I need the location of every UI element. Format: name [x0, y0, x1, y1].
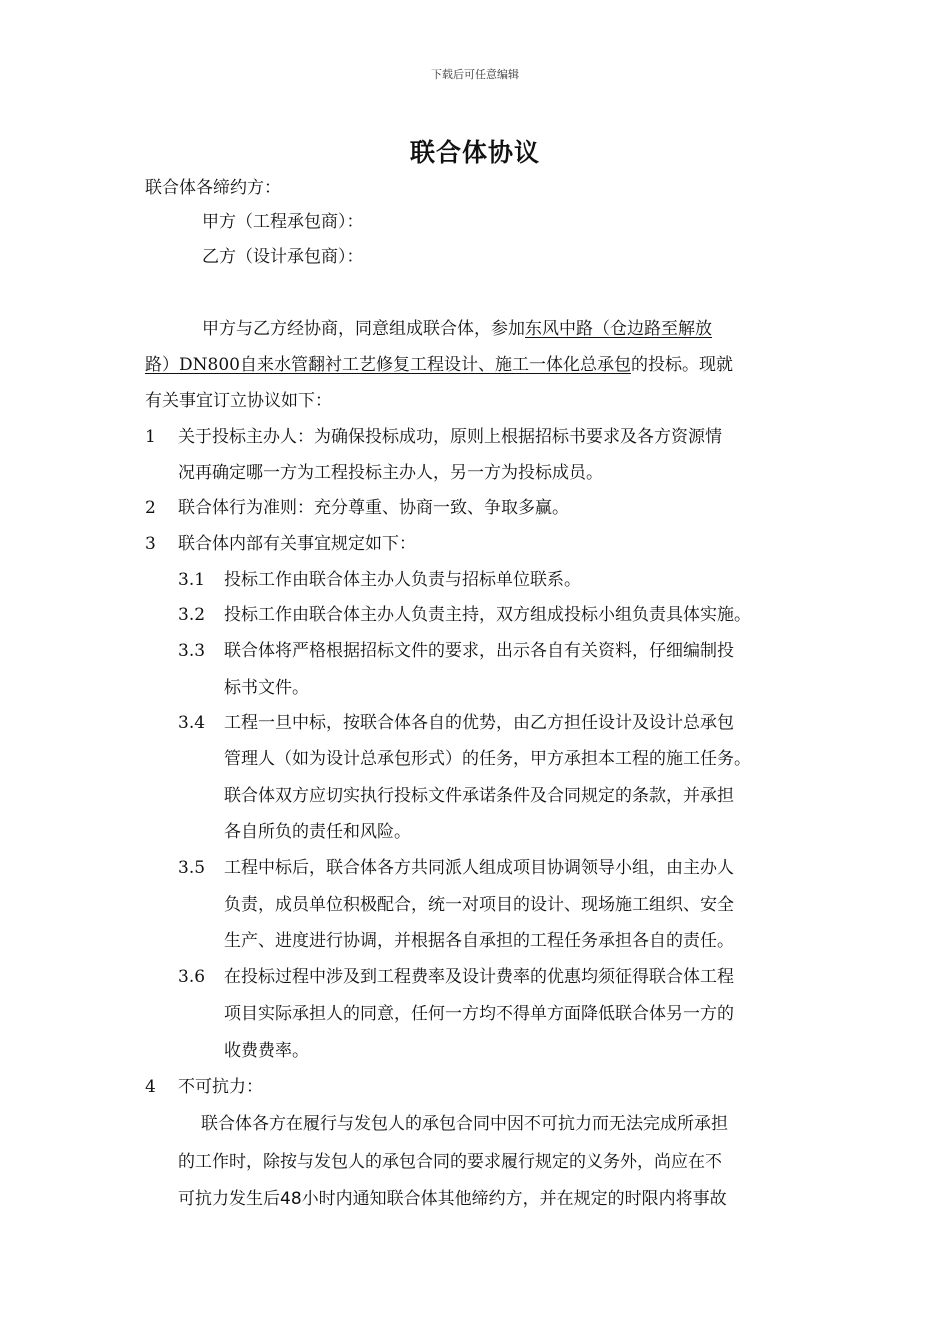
party-b-label: 乙方（设计承包商）：: [202, 247, 364, 267]
item-number-3: 3: [145, 534, 156, 554]
header-note: 下载后可任意编辑: [431, 68, 519, 81]
document-title: 联合体协议: [409, 138, 540, 167]
preamble-line-3: 有关事宜订立协议如下：: [145, 391, 332, 411]
item-4-text: 不可抗力：: [178, 1077, 263, 1097]
subitem-number-3-4: 3.4: [178, 713, 206, 733]
item-number-1: 1: [145, 427, 156, 447]
preamble-text: 的投标。现就: [630, 355, 733, 375]
force-majeure-paragraph: [178, 1188, 727, 1210]
project-name-part-1: 东风中路（仓边路至解放: [525, 319, 712, 339]
item-number-2: 2: [145, 498, 156, 518]
force-majeure-text: 小时内通知联合体其他缔约方，并在规定的时限内将事故: [301, 1189, 727, 1209]
item-number-4: 4: [145, 1077, 156, 1097]
notice-hours: 48: [280, 1189, 302, 1209]
subitem-3-4-text: 管理人（如为设计总承包形式）的任务，甲方承担本工程的施工任务。: [224, 749, 751, 769]
subitem-3-5-text: 工程中标后，联合体各方共同派人组成项目协调领导小组，由主办人: [224, 858, 734, 878]
force-majeure-text: 可抗力发生后: [178, 1189, 280, 1209]
force-majeure-paragraph: 联合体各方在履行与发包人的承包合同中因不可抗力而无法完成所承担: [201, 1114, 728, 1134]
subitem-3-1-text: 投标工作由联合体主办人负责与招标单位联系。: [224, 570, 581, 590]
subitem-number-3-6: 3.6: [178, 967, 206, 987]
subitem-number-3-1: 3.1: [178, 570, 206, 590]
subitem-3-6-text: 项目实际承担人的同意，任何一方均不得单方面降低联合体另一方的: [224, 1004, 734, 1024]
subitem-3-4-text: 工程一旦中标，按联合体各自的优势，由乙方担任设计及设计总承包: [224, 713, 734, 733]
subitem-number-3-3: 3.3: [178, 641, 206, 661]
force-majeure-paragraph: 的工作时，除按与发包人的承包合同的要求履行规定的义务外，尚应在不: [178, 1152, 722, 1172]
subitem-3-3-text: 联合体将严格根据招标文件的要求，出示各自有关资料，仔细编制投: [224, 641, 734, 661]
subitem-3-4-text: 各自所负的责任和风险。: [224, 822, 411, 842]
item-3-text: 联合体内部有关事宜规定如下：: [178, 534, 416, 554]
party-a-label: 甲方（工程承包商）：: [202, 212, 364, 232]
subitem-3-3-text: 标书文件。: [224, 678, 309, 698]
subitem-3-5-text: 负责，成员单位积极配合，统一对项目的设计、现场施工组织、安全: [224, 895, 734, 915]
item-1-text: 况再确定哪一方为工程投标主办人，另一方为投标成员。: [178, 463, 603, 483]
item-2-text: 联合体行为准则：充分尊重、协商一致、争取多赢。: [178, 498, 569, 518]
subitem-number-3-5: 3.5: [178, 858, 206, 878]
parties-intro: 联合体各缔约方：: [145, 178, 281, 198]
project-name-part-2: 路）DN800自来水管翻衬工艺修复工程设计、施工一体化总承包: [145, 355, 631, 375]
subitem-3-4-text: 联合体双方应切实执行投标文件承诺条件及合同规定的条款，并承担: [224, 786, 734, 806]
subitem-3-6-text: 在投标过程中涉及到工程费率及设计费率的优惠均须征得联合体工程: [224, 967, 734, 987]
preamble-line-1: [202, 318, 712, 340]
subitem-3-2-text: 投标工作由联合体主办人负责主持，双方组成投标小组负责具体实施。: [224, 605, 751, 625]
subitem-number-3-2: 3.2: [178, 605, 206, 625]
preamble-text: 甲方与乙方经协商，同意组成联合体，参加: [202, 319, 525, 339]
subitem-3-6-text: 收费费率。: [224, 1041, 309, 1061]
item-1-text: 关于投标主办人：为确保投标成功，原则上根据招标书要求及各方资源情: [178, 427, 722, 447]
subitem-3-5-text: 生产、进度进行协调，并根据各自承担的工程任务承担各自的责任。: [224, 931, 734, 951]
preamble-line-2: [145, 354, 733, 376]
